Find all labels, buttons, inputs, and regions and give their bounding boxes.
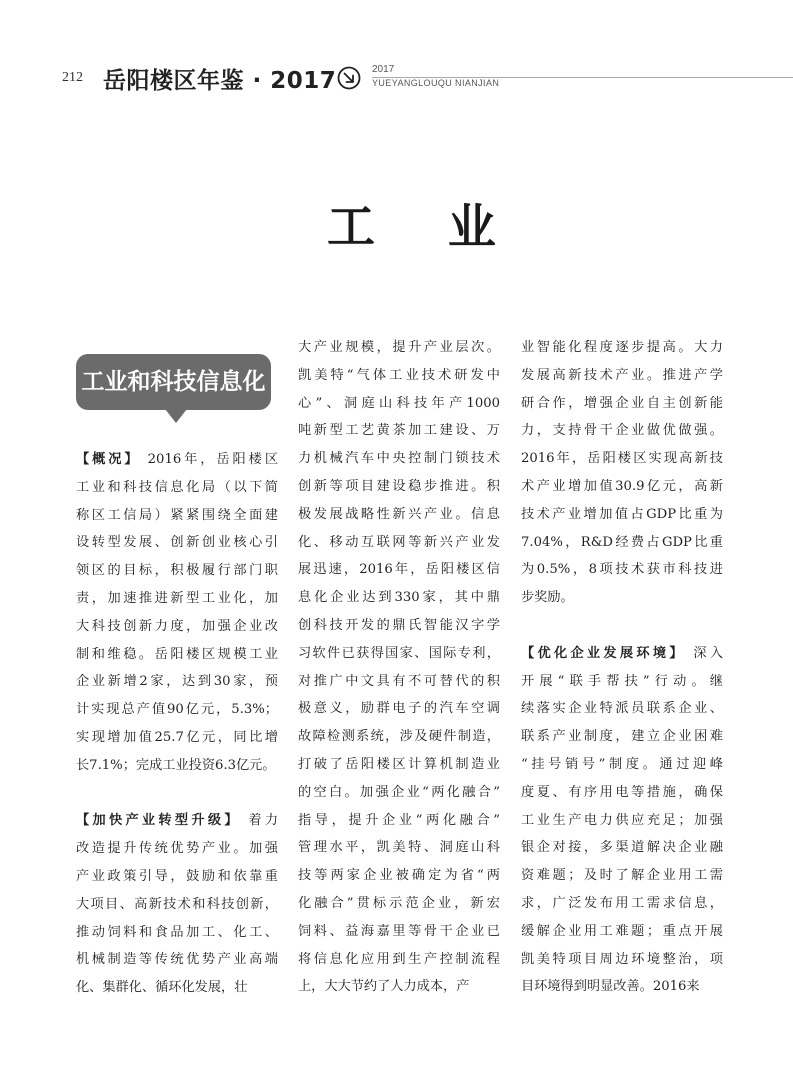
text-line: 术产业增加值30.9亿元，高新 [521,478,723,494]
text-line: 求，广泛发布用工需求信息， [521,895,723,911]
text-line: 2016年，岳阳楼区实现高新技 [521,451,723,467]
text-line: 化融合”贯标示范企业，新宏 [298,895,500,911]
text-line: 推动饲料和食品加工、化工、 [76,924,278,940]
text-line: 将信息化应用到生产控制流程 [298,951,500,967]
text-line: 研合作，增强企业自主创新能 [521,395,723,411]
section-label-pointer [165,409,187,423]
text-line: 责，加速推进新型工业化，加 [76,590,278,606]
paragraph-heading: 【概况】 [76,452,141,467]
page-number: 212 [62,70,83,85]
text-line: 息化企业达到330家，其中鼎 [298,590,500,606]
text-line: 7.04%，R&D经费占GDP比重 [521,534,723,550]
text-line: 制和维稳。岳阳楼区规模工业 [76,646,278,662]
text-line: 为0.5%，8项技术获市科技进 [521,562,723,578]
text-line: 改造提升传统优势产业。加强 [76,841,278,857]
text-line: 设转型发展、创新创业核心引 [76,535,278,551]
text-line: 【概况】 2016年，岳阳楼区 [76,452,278,467]
text-line: 开展“联手帮扶”行动。继 [521,673,723,689]
text-line: 发展高新技术产业。推进产学 [521,367,723,383]
text-line: 步奖励。 [521,590,574,606]
text-line: 力机械汽车中央控制门锁技术 [298,451,500,467]
text-line: 凯美特项目周边环境整治，项 [521,951,723,967]
text-line: 管理水平，凯美特、洞庭山科 [298,840,500,856]
circled-arrow-down-right-icon [337,66,361,90]
paragraph-heading: 【优化企业发展环境】 [521,645,686,661]
text-line: 力，支持骨干企业做优做强。 [521,423,723,439]
paragraph-gap [521,612,723,640]
paragraph-gap [76,780,278,808]
text-line: 称区工信局）紧紧围绕全面建 [76,507,278,523]
text-line: 大项目、高新技术和科技创新， [76,896,278,912]
section-label: 工业和科技信息化 [81,369,266,395]
text-line: 心”、洞庭山科技年产1000 [298,395,500,411]
text-line: “挂号销号”制度。通过迎峰 [521,756,723,772]
text-line: 企业新增2家，达到30家，预 [76,674,278,690]
text-line: 打破了岳阳楼区计算机制造业 [298,756,500,772]
text-line: 技术产业增加值占GDP比重为 [521,506,723,522]
text-line: 大产业规模，提升产业层次。 [298,340,500,355]
text-line: 上，大大节约了人力成本，产 [298,979,470,995]
text-line: 续落实企业特派员联系企业、 [521,701,723,717]
text-line: 长7.1%；完成工业投资6.3亿元。 [76,757,276,773]
book-title: 岳阳楼区年鉴 · 2017 [103,68,337,94]
text-line: 实现增加值25.7亿元，同比增 [76,729,278,745]
text-line: 【优化企业发展环境】 深入 [521,645,723,661]
text-line: 习软件已获得国家、国际专利， [298,645,500,661]
text-line: 技等两家企业被确定为省“两 [298,868,500,884]
text-column-1 [76,446,278,1002]
text-line: 资难题；及时了解企业用工需 [521,868,723,884]
text-line: 创科技开发的鼎氏智能汉字学 [298,617,500,633]
text-line: 极发展战略性新兴产业。信息 [298,506,500,522]
text-line: 计实现总产值90亿元，5.3%； [76,702,278,718]
text-line: 饲料、益海嘉里等骨干企业已 [298,923,500,939]
text-line: 领区的目标，积极履行部门职 [76,563,278,579]
chapter-title: 工 业 [327,199,524,255]
text-line: 吨新型工艺黄茶加工建设、万 [298,423,500,439]
text-line: 机械制造等传统优势产业高端 [76,952,278,968]
text-line: 对推广中文具有不可替代的积 [298,673,500,689]
text-column-3 [521,334,723,1001]
text-line: 【加快产业转型升级】 着力 [76,813,278,829]
text-line: 故障检测系统，涉及硬件制造， [298,729,500,745]
paragraph-heading: 【加快产业转型升级】 [76,813,241,829]
header-pinyin: YUEYANGLOUQU NIANJIAN [372,78,500,88]
text-line: 工业和科技信息化局（以下简 [76,479,278,495]
text-line: 展迅速，2016年，岳阳楼区信 [298,562,500,578]
header-year: 2017 [372,64,395,75]
text-line: 联系产业制度，建立企业困难 [521,729,723,745]
text-line: 业智能化程度逐步提高。大力 [521,340,723,355]
text-line: 极意义，励群电子的汽车空调 [298,701,500,717]
text-line: 大科技创新力度，加强企业改 [76,618,278,634]
text-line: 产业政策引导，鼓励和依靠重 [76,868,278,884]
text-line: 化、集群化、循环化发展，壮 [76,980,248,996]
text-line: 化、移动互联网等新兴产业发 [298,534,500,550]
text-line: 凯美特“气体工业技术研发中 [298,367,500,383]
text-column-2 [298,334,500,1001]
text-line: 度夏、有序用电等措施，确保 [521,784,723,800]
text-line: 创新等项目建设稳步推进。积 [298,478,500,494]
text-line: 目环境得到明显改善。2016来 [521,979,700,995]
text-line: 工业生产电力供应充足；加强 [521,812,723,828]
text-line: 缓解企业用工难题；重点开展 [521,923,723,939]
text-line: 的空白。加强企业“两化融合” [298,784,500,800]
text-line: 银企对接，多渠道解决企业融 [521,840,723,856]
text-line: 指导，提升企业“两化融合” [298,812,500,828]
